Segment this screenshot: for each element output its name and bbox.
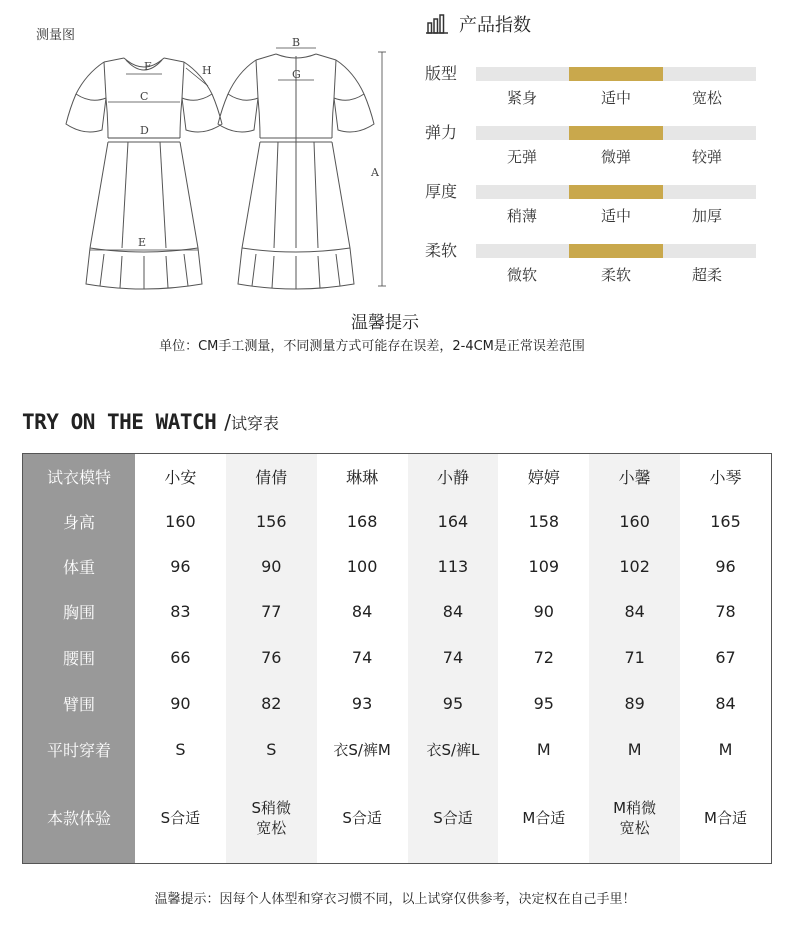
index-row-thickness: [425, 179, 765, 229]
table-cell: 66: [170, 647, 191, 667]
table-cell: 衣S/裤L: [408, 727, 499, 773]
table-cell: M: [589, 727, 680, 773]
index-bar-fill: [569, 185, 663, 199]
table-cell: 156: [226, 499, 317, 544]
index-option: 较弹: [691, 148, 722, 166]
table-cell: 90: [170, 694, 191, 714]
fit-line: S合适: [342, 808, 382, 827]
index-option-selected: 适中: [600, 207, 631, 225]
table-cell: 93: [351, 694, 373, 714]
row-header: 胸围: [23, 589, 135, 634]
index-row-elasticity: [425, 120, 765, 170]
fit-line: M合适: [522, 808, 566, 827]
table-cell: [680, 773, 771, 863]
table-cell: 小静: [408, 454, 499, 499]
try-on-title-en: TRY ON THE WATCH: [22, 410, 217, 434]
table-cell: 160: [589, 499, 680, 544]
label-h: H: [202, 64, 212, 77]
try-on-title-cn: 试穿表: [231, 414, 280, 433]
table-cell: 89: [589, 681, 680, 727]
index-bar: [476, 185, 756, 199]
index-option: 微软: [506, 266, 537, 284]
row-header: 平时穿着: [23, 727, 135, 773]
fit-line: 宽松: [619, 818, 650, 837]
table-cell: S: [226, 727, 317, 773]
table-cell: 96: [170, 557, 191, 577]
table-cell: [135, 773, 226, 863]
label-d: D: [140, 124, 149, 137]
index-option-selected: 微弹: [600, 148, 631, 166]
table-cell: 82: [226, 681, 317, 727]
table-cell: 74: [408, 634, 499, 680]
row-header: 臂围: [23, 681, 135, 727]
fit-line: M稍微: [613, 798, 657, 817]
fit-line: S合适: [433, 808, 473, 827]
table-cell: 100: [346, 557, 378, 577]
table-row-fit-experience: [23, 773, 771, 863]
table-cell: 小安: [164, 468, 197, 488]
fit-line: 宽松: [256, 818, 287, 837]
table-cell: S: [175, 740, 186, 760]
try-on-table: [22, 453, 772, 864]
fit-line: S稍微: [251, 798, 292, 817]
index-bar-fill: [569, 126, 663, 140]
index-name: 厚度: [425, 182, 458, 201]
measure-title: 测量图: [36, 28, 76, 43]
table-cell: 衣S/裤M: [333, 740, 391, 759]
index-bar: [476, 126, 756, 140]
table-cell: 78: [715, 602, 736, 622]
table-cell: 琳琳: [346, 468, 379, 488]
index-option: 紧身: [506, 89, 537, 107]
table-cell: [226, 773, 317, 863]
try-on-title: [22, 410, 279, 444]
table-cell: 71: [589, 634, 680, 680]
index-option: 无弹: [506, 148, 537, 166]
table-cell: 77: [226, 589, 317, 634]
tip-title: 温馨提示: [351, 313, 419, 333]
table-cell: 95: [533, 694, 554, 714]
table-cell: 84: [715, 694, 736, 714]
table-cell: 小琴: [709, 468, 742, 488]
label-f: F: [144, 60, 152, 73]
row-header: 体重: [23, 544, 135, 589]
table-cell: 113: [408, 544, 499, 589]
table-row-weight: [23, 544, 771, 589]
index-row-softness: [425, 238, 765, 288]
bar-chart-icon: [425, 14, 449, 34]
table-cell: 84: [351, 602, 373, 622]
index-option-selected: 适中: [600, 89, 631, 107]
table-cell: 84: [408, 589, 499, 634]
fit-line: M合适: [704, 808, 747, 827]
label-c: C: [140, 90, 149, 103]
table-cell: 72: [533, 647, 554, 667]
index-name: 柔软: [425, 241, 458, 260]
index-name: 版型: [425, 64, 458, 83]
index-row-fit: [425, 61, 765, 111]
table-row-waist: [23, 634, 771, 680]
table-cell: 婷婷: [527, 468, 560, 488]
table-cell: 小馨: [589, 454, 680, 499]
index-bar-fill: [569, 67, 663, 81]
unit-note: 单位：CM手工测量，不同测量方式可能存在误差，2-4CM是正常误差范围: [159, 339, 585, 354]
product-index-title: 产品指数: [459, 15, 531, 36]
label-a: A: [371, 166, 379, 179]
table-cell: M: [536, 740, 551, 760]
table-cell: 102: [589, 544, 680, 589]
table-cell: 168: [346, 512, 378, 532]
index-option: 超柔: [691, 266, 722, 284]
product-index-header: [425, 10, 531, 38]
bottom-tip: 温馨提示：因每个人体型和穿衣习惯不同，以上试穿仅供参考，决定权在自己手里！: [154, 892, 636, 907]
table-cell: 83: [170, 602, 191, 622]
table-cell: 74: [351, 647, 373, 667]
table-cell: 76: [226, 634, 317, 680]
index-option: 加厚: [691, 207, 722, 225]
table-cell: 67: [715, 647, 736, 667]
title-slash: /: [224, 410, 232, 434]
index-option: 稍薄: [506, 207, 537, 225]
label-e: E: [138, 236, 147, 249]
table-row-height: [23, 499, 771, 544]
table-cell: 165: [710, 512, 741, 532]
table-cell: 90: [533, 602, 554, 622]
table-cell: M: [718, 740, 733, 760]
index-bar: [476, 67, 756, 81]
table-row-arm: [23, 681, 771, 727]
row-header: 本款体验: [23, 773, 135, 863]
table-cell: [498, 773, 589, 863]
table-cell: 96: [715, 557, 736, 577]
label-b: B: [292, 38, 301, 49]
table-cell: 84: [589, 589, 680, 634]
row-header: 身高: [23, 499, 135, 544]
table-cell: [408, 773, 499, 863]
table-cell: 95: [408, 681, 499, 727]
index-bar-fill: [569, 244, 663, 258]
table-cell: 164: [408, 499, 499, 544]
index-name: 弹力: [425, 123, 458, 142]
table-row-model: [23, 454, 771, 499]
table-cell: [589, 773, 680, 863]
table-row-chest: [23, 589, 771, 634]
row-header: 试衣模特: [23, 454, 135, 499]
table-cell: 90: [226, 544, 317, 589]
dress-measurement-diagram: [56, 38, 396, 296]
table-cell: 160: [165, 512, 196, 532]
table-cell: 109: [528, 557, 560, 577]
index-option-selected: 柔软: [600, 266, 631, 284]
row-header: 腰围: [23, 634, 135, 680]
table-cell: 158: [528, 512, 560, 532]
table-cell: [317, 773, 408, 863]
fit-line: S合适: [160, 808, 201, 827]
label-g: G: [292, 68, 301, 81]
index-bar: [476, 244, 756, 258]
index-option: 宽松: [691, 89, 722, 107]
table-row-usual-size: [23, 727, 771, 773]
table-cell: 倩倩: [226, 454, 317, 499]
